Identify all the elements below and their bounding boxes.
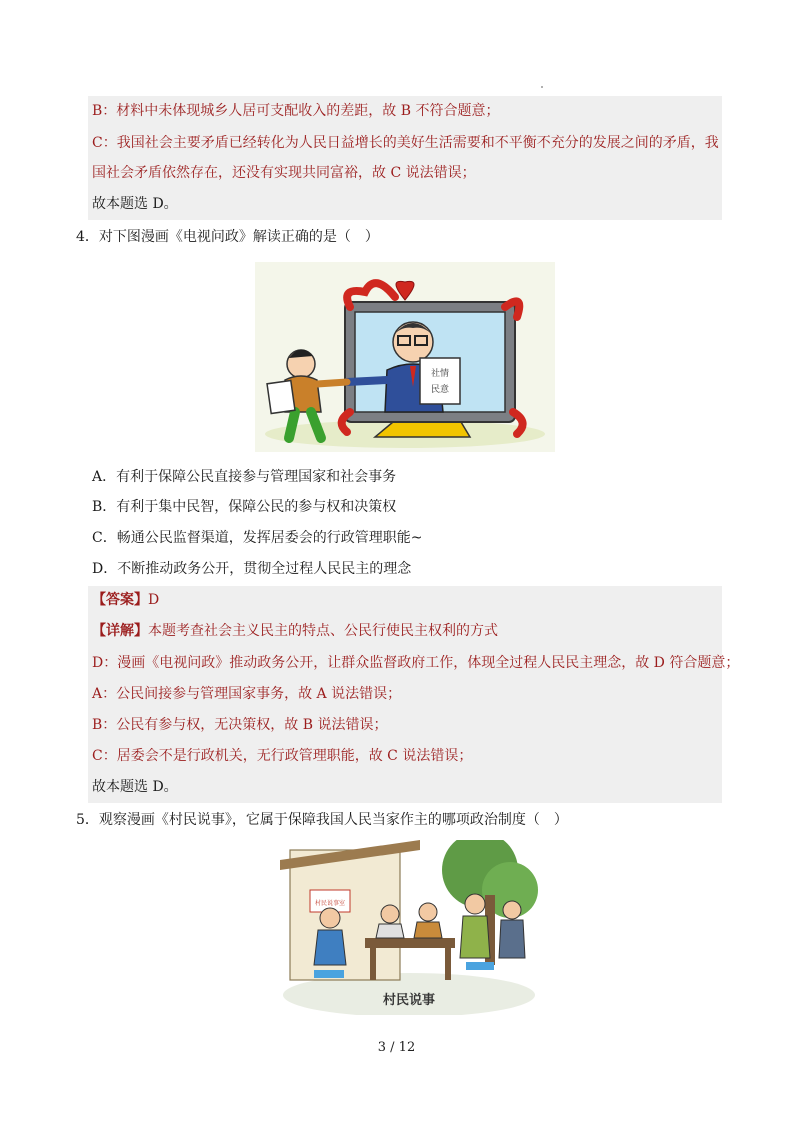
q4-option-b: B．有利于集中民智，保障公民的参与权和决策权 (92, 499, 397, 515)
sign-text: 村民说事室 (314, 900, 346, 907)
detail-text: 本题考查社会主义民主的特点、公民行使民主权利的方式 (148, 623, 498, 639)
q4-explanation-a: A：公民间接参与管理国家事务，故 A 说法错误； (92, 686, 402, 702)
q4-explanation-b: B：公民有参与权，无决策权，故 B 说法错误； (92, 717, 388, 733)
prev-explanation-final: 故本题选 D。 (92, 196, 178, 212)
q4-option-c: C．畅通公民监督渠道，发挥居委会的行政管理职能~ (92, 530, 423, 546)
q4-detail (92, 621, 498, 641)
q4-option-d: D．不断推动政务公开，贯彻全过程人民民主的理念 (92, 561, 412, 577)
prev-explanation-b: B：材料中未体现城乡人居可支配收入的差距，故 B 不符合题意； (92, 103, 500, 119)
cartoon-villagers-talk (280, 840, 538, 1015)
q4-stem: 4．对下图漫画《电视问政》解读正确的是（ ） (76, 229, 379, 245)
prev-explanation-c2: 国社会矛盾依然存在，还没有实现共同富裕，故 C 说法错误； (92, 165, 476, 181)
prev-explanation-c1: C：我国社会主要矛盾已经转化为人民日益增长的美好生活需要和不平衡不充分的发展之间的矛盾，我 (92, 135, 719, 151)
q4-answer (92, 590, 159, 610)
detail-label: 【详解】 (92, 623, 148, 639)
answer-value: D (148, 592, 160, 608)
q4-explanation-final: 故本题选 D。 (92, 779, 178, 795)
box-text-2: 民意 (430, 385, 450, 395)
q4-explanation-c: C：居委会不是行政机关，无行政管理职能，故 C 说法错误； (92, 748, 473, 764)
stray-mark (541, 86, 543, 88)
cartoon-caption: 村民说事 (382, 993, 436, 1008)
q4-option-a: A．有利于保障公民直接参与管理国家和社会事务 (92, 469, 397, 485)
box-text-1: 社情 (430, 369, 450, 379)
cartoon-tv-inquiry (255, 262, 555, 452)
q4-explanation-d: D：漫画《电视问政》推动政务公开，让群众监督政府工作，体现全过程人民民主理念，故 D 符合题意； (92, 655, 740, 671)
page-number: 3 / 12 (377, 1040, 416, 1055)
q5-stem: 5．观察漫画《村民说事》，它属于保障我国人民当家作主的哪项政治制度（ ） (76, 812, 568, 828)
answer-label: 【答案】 (92, 592, 148, 608)
